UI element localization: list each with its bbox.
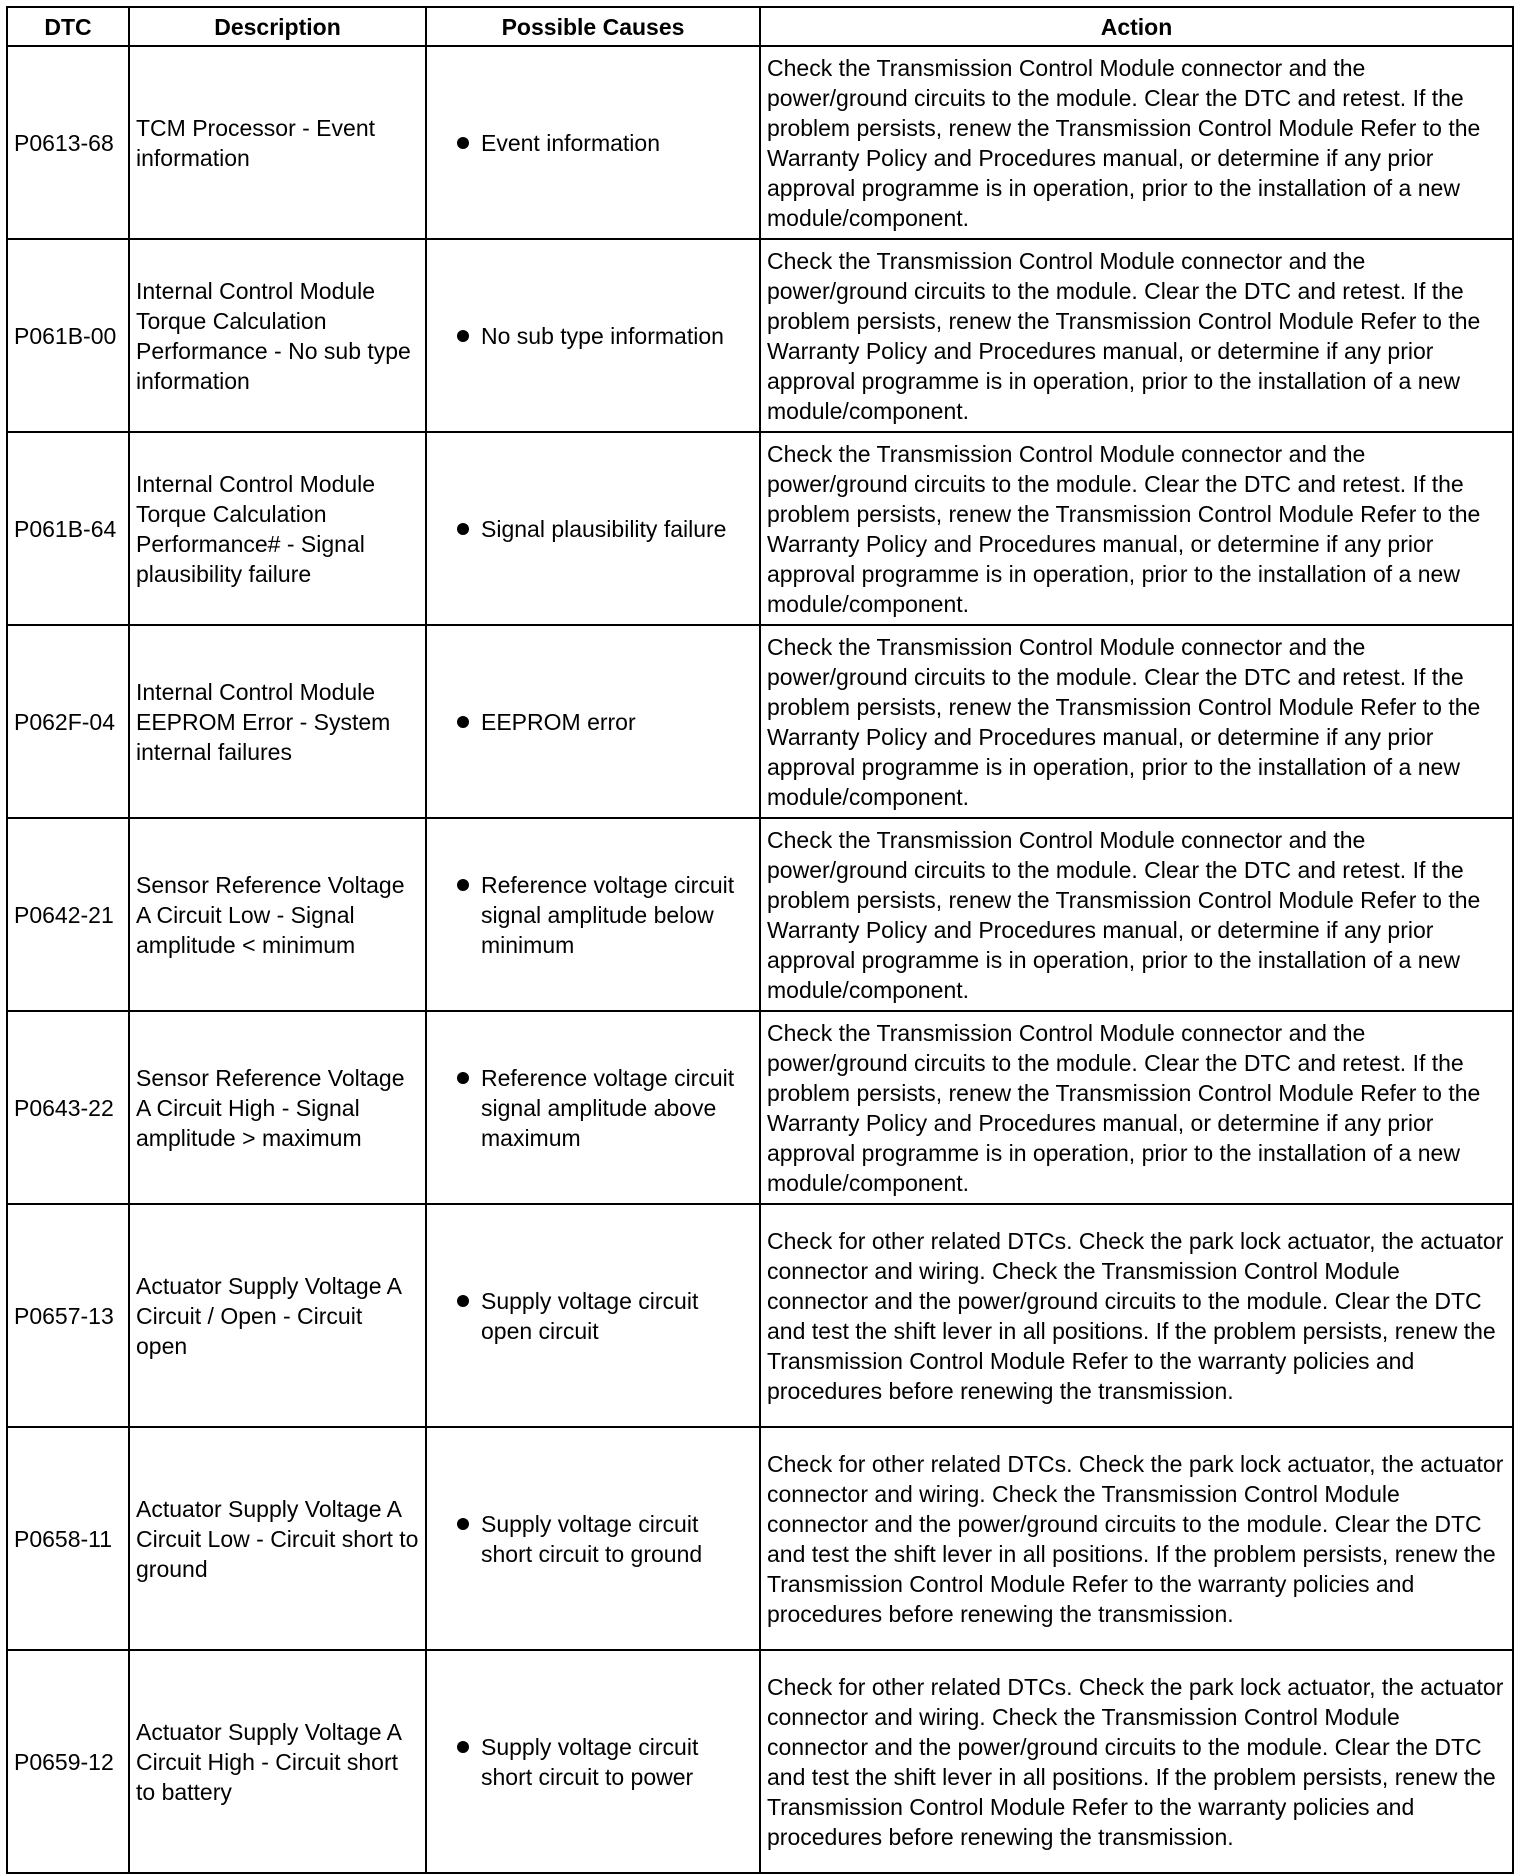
table-row bbox=[7, 1650, 1513, 1873]
possible-causes-cell bbox=[426, 432, 760, 625]
dtc-description: Actuator Supply Voltage A Circuit / Open - Circuit open bbox=[129, 1204, 426, 1427]
possible-cause: Supply voltage circuit open circuit bbox=[481, 1287, 699, 1344]
dtc-code: P061B-00 bbox=[7, 239, 129, 432]
header-dtc: DTC bbox=[7, 7, 129, 46]
dtc-code: P0643-22 bbox=[7, 1011, 129, 1204]
possible-cause: Signal plausibility failure bbox=[481, 515, 727, 542]
header-possible-causes: Possible Causes bbox=[426, 7, 760, 46]
dtc-code: P0658-11 bbox=[7, 1427, 129, 1650]
dtc-code: P0642-21 bbox=[7, 818, 129, 1011]
dtc-description: Actuator Supply Voltage A Circuit High - Circuit short to battery bbox=[129, 1650, 426, 1873]
header-action: Action bbox=[760, 7, 1513, 46]
header-description: Description bbox=[129, 7, 426, 46]
possible-cause: Reference voltage circuit signal amplitude above maximum bbox=[481, 1064, 735, 1151]
possible-causes-cell bbox=[426, 239, 760, 432]
possible-cause: Supply voltage circuit short circuit to ground bbox=[481, 1510, 703, 1567]
dtc-code: P062F-04 bbox=[7, 625, 129, 818]
table-row bbox=[7, 432, 1513, 625]
dtc-table bbox=[6, 6, 1514, 1874]
possible-cause: No sub type information bbox=[481, 322, 724, 349]
action-text: Check the Transmission Control Module connector and the power/ground circuits to the module. Clear the DTC and retest. If the problem persists, renew the Transmission Control Module Refer to the Warranty Policy and Procedures manual, or determine if any prior approval programme is in operation, prior to the installation of a new module/component. bbox=[760, 239, 1513, 432]
possible-causes-cell bbox=[426, 625, 760, 818]
table-row bbox=[7, 1427, 1513, 1650]
possible-cause: Event information bbox=[481, 129, 660, 156]
bullet-icon bbox=[457, 137, 469, 149]
dtc-description: Sensor Reference Voltage A Circuit High - Signal amplitude > maximum bbox=[129, 1011, 426, 1204]
action-text: Check for other related DTCs. Check the park lock actuator, the actuator connector and wiring. Check the Transmission Control Module connector and the power/ground circuits to the module. Clear the DTC and test the shift lever in all positions. If the problem persists, renew the Transmission Control Module Refer to the warranty policies and procedures before renewing the transmission. bbox=[760, 1427, 1513, 1650]
possible-cause: EEPROM error bbox=[481, 708, 636, 735]
bullet-icon bbox=[457, 330, 469, 342]
bullet-icon bbox=[457, 523, 469, 535]
dtc-description: TCM Processor - Event information bbox=[129, 46, 426, 239]
bullet-icon bbox=[457, 1518, 469, 1530]
possible-causes-cell bbox=[426, 818, 760, 1011]
dtc-code: P0657-13 bbox=[7, 1204, 129, 1427]
bullet-icon bbox=[457, 1741, 469, 1753]
header-row bbox=[7, 7, 1513, 46]
table-row bbox=[7, 625, 1513, 818]
table-row bbox=[7, 1011, 1513, 1204]
dtc-code: P0613-68 bbox=[7, 46, 129, 239]
action-text: Check the Transmission Control Module connector and the power/ground circuits to the module. Clear the DTC and retest. If the problem persists, renew the Transmission Control Module Refer to the Warranty Policy and Procedures manual, or determine if any prior approval programme is in operation, prior to the installation of a new module/component. bbox=[760, 625, 1513, 818]
table-row bbox=[7, 1204, 1513, 1427]
dtc-description: Internal Control Module Torque Calculation Performance# - Signal plausibility failure bbox=[129, 432, 426, 625]
action-text: Check the Transmission Control Module connector and the power/ground circuits to the module. Clear the DTC and retest. If the problem persists, renew the Transmission Control Module Refer to the Warranty Policy and Procedures manual, or determine if any prior approval programme is in operation, prior to the installation of a new module/component. bbox=[760, 46, 1513, 239]
table-row bbox=[7, 46, 1513, 239]
possible-cause: Reference voltage circuit signal amplitude below minimum bbox=[481, 871, 735, 958]
table-row bbox=[7, 818, 1513, 1011]
dtc-code: P061B-64 bbox=[7, 432, 129, 625]
action-text: Check the Transmission Control Module connector and the power/ground circuits to the module. Clear the DTC and retest. If the problem persists, renew the Transmission Control Module Refer to the Warranty Policy and Procedures manual, or determine if any prior approval programme is in operation, prior to the installation of a new module/component. bbox=[760, 1011, 1513, 1204]
possible-causes-cell bbox=[426, 1650, 760, 1873]
possible-causes-cell bbox=[426, 1427, 760, 1650]
possible-causes-cell bbox=[426, 46, 760, 239]
possible-causes-cell bbox=[426, 1204, 760, 1427]
possible-cause: Supply voltage circuit short circuit to power bbox=[481, 1733, 699, 1790]
bullet-icon bbox=[457, 879, 469, 891]
dtc-description: Internal Control Module EEPROM Error - System internal failures bbox=[129, 625, 426, 818]
dtc-description: Actuator Supply Voltage A Circuit Low - Circuit short to ground bbox=[129, 1427, 426, 1650]
dtc-code: P0659-12 bbox=[7, 1650, 129, 1873]
dtc-document bbox=[6, 6, 1512, 1874]
possible-causes-cell bbox=[426, 1011, 760, 1204]
bullet-icon bbox=[457, 716, 469, 728]
action-text: Check the Transmission Control Module connector and the power/ground circuits to the module. Clear the DTC and retest. If the problem persists, renew the Transmission Control Module Refer to the Warranty Policy and Procedures manual, or determine if any prior approval programme is in operation, prior to the installation of a new module/component. bbox=[760, 432, 1513, 625]
bullet-icon bbox=[457, 1072, 469, 1084]
action-text: Check for other related DTCs. Check the park lock actuator, the actuator connector and wiring. Check the Transmission Control Module connector and the power/ground circuits to the module. Clear the DTC and test the shift lever in all positions. If the problem persists, renew the Transmission Control Module Refer to the warranty policies and procedures before renewing the transmission. bbox=[760, 1650, 1513, 1873]
action-text: Check the Transmission Control Module connector and the power/ground circuits to the module. Clear the DTC and retest. If the problem persists, renew the Transmission Control Module Refer to the Warranty Policy and Procedures manual, or determine if any prior approval programme is in operation, prior to the installation of a new module/component. bbox=[760, 818, 1513, 1011]
bullet-icon bbox=[457, 1295, 469, 1307]
dtc-description: Internal Control Module Torque Calculation Performance - No sub type information bbox=[129, 239, 426, 432]
table-row bbox=[7, 239, 1513, 432]
dtc-description: Sensor Reference Voltage A Circuit Low - Signal amplitude < minimum bbox=[129, 818, 426, 1011]
action-text: Check for other related DTCs. Check the park lock actuator, the actuator connector and wiring. Check the Transmission Control Module connector and the power/ground circuits to the module. Clear the DTC and test the shift lever in all positions. If the problem persists, renew the Transmission Control Module Refer to the warranty policies and procedures before renewing the transmission. bbox=[760, 1204, 1513, 1427]
